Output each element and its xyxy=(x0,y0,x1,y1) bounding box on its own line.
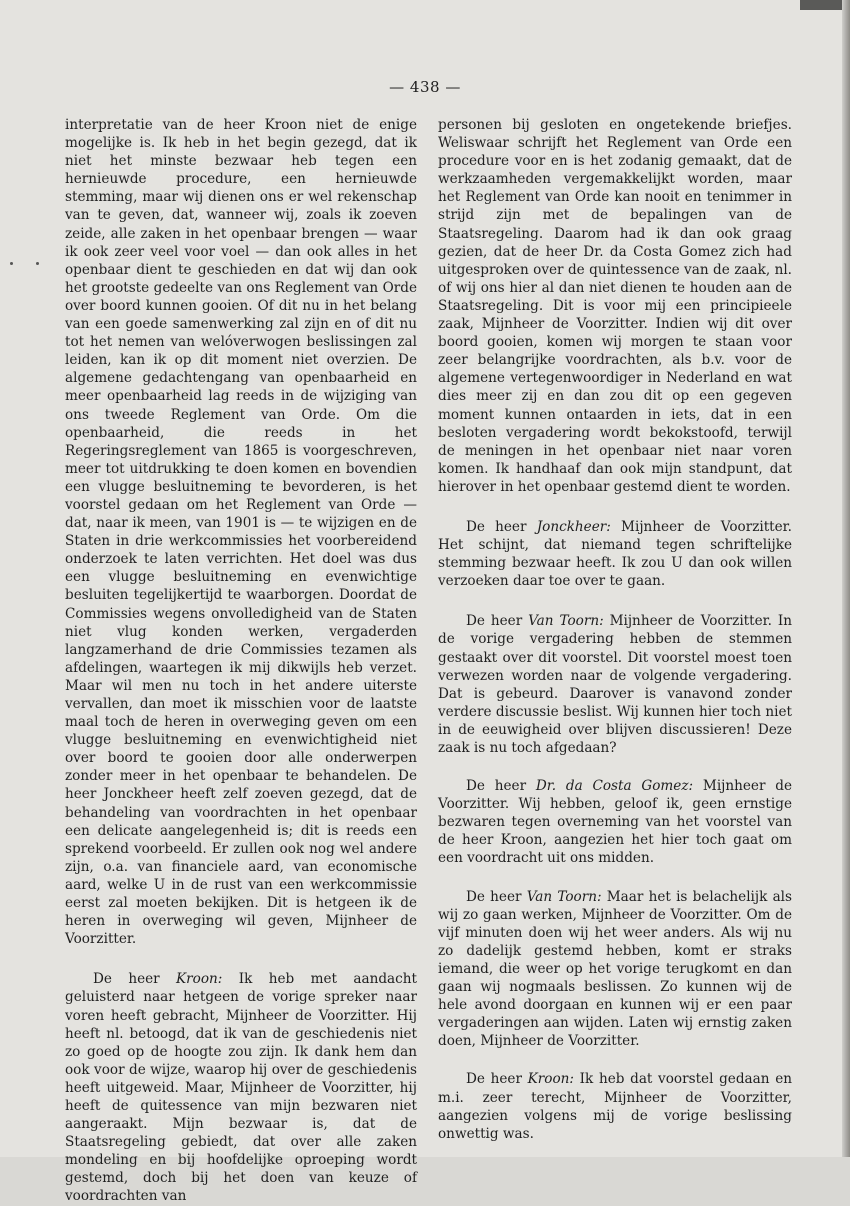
speaker-name: Van Toorn: xyxy=(526,888,602,905)
paragraph: De heer Kroon: Ik heb dat voorstel gedaan en m.i. zeer terecht, Mijnheer de Voorzitter, aangezien volgens mij de vorige beslissing onwettig was. xyxy=(438,1071,792,1142)
margin-mark xyxy=(36,262,39,265)
paragraph: De heer Kroon: Ik heb met aandacht geluisterd naar hetgeen de vorige spreker naar voren heeft gebracht, Mijnheer de Voorzitter. Hij heeft nl. betoogd, dat ik van de geschiedenis niet zo goed op de hoogte zou zijn. Ik dank hem dan ook voor de wijze, waarop hij over de geschiedenis heeft uitgeweid. Maar, Mijnheer de Voorzitter, hij heeft de quitessence van mijn bezwaren niet aangeraakt. Mijn bezwaar is, dat de Staatsregeling gebiedt, dat over alle zaken mondeling en bij hoofdelijke oproeping wordt gestemd, doch bij het doen van keuze of voordrachten van xyxy=(65,971,417,1205)
paragraph: De heer Van Toorn: Mijnheer de Voorzitter. In de vorige vergadering hebben de stemmen gestaakt over dit voorstel. Dit voorstel moest toen verwezen worden naar de volgende vergadering. Dat is gebeurd. Daarover is vanavond zonder verdere discussie beslist. Wij kunnen hier toch niet in de eeuwigheid over blijven discussieren! Deze zaak is nu toch afgedaan? xyxy=(438,613,792,756)
paragraph: De heer Van Toorn: Maar het is belachelijk als wij zo gaan werken, Mijnheer de Voorzitter. Om de vijf minuten doen wij het weer anders. Als wij nu zo dadelijk gestemd hebben, komt er straks iemand, die weer op het vorige terugkomt en dan gaan wij nogmaals beslissen. Zo kunnen wij de hele avond doorgaan en kunnen wij er een paar vergaderingen aan wijden. Laten wij ernstig zaken doen, Mijnheer de Voorzitter. xyxy=(438,888,792,1050)
margin-mark xyxy=(10,262,13,265)
paragraph: De heer Jonckheer: Mijnheer de Voorzitter. Het schijnt, dat niemand tegen schriftelijke stemming bezwaar heeft. Ik zou U dan ook willen verzoeken daar toe over te gaan. xyxy=(438,518,793,590)
paragraph: De heer Dr. da Costa Gomez: Mijnheer de Voorzitter. Wij hebben, geloof ik, geen ernstige bezwaren tegen overneming van het voorstel van de heer Kroon, aangezien het hier toch gaat om een voordracht uit ons midden. xyxy=(438,778,793,867)
paragraph: personen bij gesloten en ongetekende briefjes. Weliswaar schrijft het Reglement van Orde een procedure voor en is het zodanig gemaakt, dat de werkzaamheden vergemakkelijkt worden, maar het Reglement van Orde kan nooit en tenimmer in strijd zijn met de bepalingen van de Staatsregeling. Daarom had ik dan ook graag gezien, dat de heer Dr. da Costa Gomez zich had uitgesproken over de quintessence van de zaak, nl. of wij ons hier al dan niet dienen te houden aan de Staatsregeling. Dit is voor mij een principieele zaak, Mijnheer de Voorzitter. Indien wij dit over boord gooien, komen wij morgen te staan voor zeer belangrijke voordrachten, als b.v. voor de algemene vertegenwoordiger in Nederland en wat dies meer zij en dan zou dit op een gegeven moment kunnen ontaarden in iets, dat in een besloten vergadering wordt bekokstoofd, terwijl de meningen in het openbaar niet naar voren komen. Ik handhaaf dan ook mijn standpunt, dat hierover in het openbaar gestemd dient te worden. xyxy=(438,117,792,495)
left-column xyxy=(65,116,417,1206)
page-number: — 438 — xyxy=(389,78,461,96)
speaker-name: Kroon: xyxy=(176,971,223,988)
paragraph: interpretatie van de heer Kroon niet de enige mogelijke is. Ik heb in het begin gezegd, dat ik niet het minste bezwaar heb tegen een hernieuwde procedure, een hernieuwde stemming, maar wij dienen ons er wel rekenschap van te geven, dat, wanneer wij, zoals ik zoeven zeide, alle zaken in het openbaar brengen — waar ik ook zeer veel voor voel — dan ook alles in het openbaar dient te geschieden en dat wij dan ook het grootste gedeelte van ons Reglement van Orde over boord kunnen gooien. Of dit nu in het belang van een goede samenwerking zal zijn en of dit nu tot het nemen van welóverwogen beslissingen zal leiden, kan ik op dit moment niet overzien. De algemene gedachtengang van openbaarheid en meer openbaarheid lag reeds in de wijziging van ons tweede Reglement van Orde. Om die openbaarheid, die reeds in het Regeringsreglement van 1865 is voorgeschreven, meer tot uitdrukking te doen komen en bovendien een vlugge besluitneming te bevorderen, is het voorstel gedaan om het Reglement van Orde — dat, naar ik meen, van 1901 is — te wijzigen en de Staten in drie werkcommissies het voorbereidend onderzoek te laten verrichten. Het doel was dus een vlugge besluitneming en evenwichtige besluiten tegelijkertijd te waarborgen. Doordat de Commissies wegens onvolledigheid van de Staten niet vlug konden werken, vergaderden langzamerhand de drie Commissies tezamen als afdelingen, waartegen ik mij dikwijls heb verzet. Maar wil men nu toch in het andere uiterste vervallen, dan moet ik misschien voor de laatste maal toch de heren in overweging geven om een vlugge besluitneming en evenwichtigheid niet over boord te gooien door alle onderwerpen zonder meer in het openbaar te behandelen. De heer Jonckheer heeft zelf zoeven gezegd, dat de behandeling van voordrachten in het openbaar een delicate aangelegenheid is; dit is reeds een sprekend voorbeeld. Er zullen ook nog wel andere zijn, o.a. van financiele aard, van economische aard, welke U in de rust van een werkcommissie eerst zal moeten bekijken. Dit is hetgeen ik de heren in overweging wil geven, Mijnheer de Voorzitter. xyxy=(65,117,417,948)
speaker-name: Dr. da Costa Gomez: xyxy=(535,778,694,795)
speaker-name: Van Toorn: xyxy=(528,613,604,630)
right-column xyxy=(438,116,792,1143)
speaker-name: Kroon: xyxy=(527,1071,574,1088)
scan-edge-right xyxy=(842,0,850,1157)
speaker-name: Jonckheer: xyxy=(536,518,611,535)
